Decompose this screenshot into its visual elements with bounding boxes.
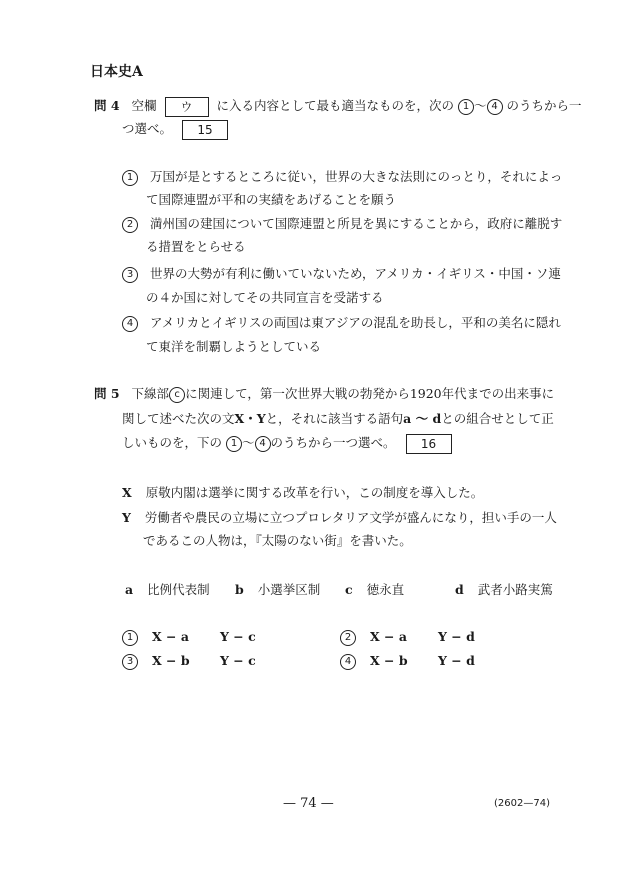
q4-text-b: に入る内容として最も適当なものを，次の [216, 98, 455, 113]
q4-text-d: つ選べ。 [122, 121, 173, 136]
subject-title: 日本史A [90, 64, 143, 80]
q4-choice-4-line2: て東洋を制覇しようとしている [146, 339, 322, 354]
q4-choice-3 [122, 264, 561, 283]
term-c-letter: c [345, 582, 353, 597]
page-code: (2602—74) [494, 798, 550, 809]
term-a-text: 比例代表制 [147, 582, 210, 597]
q4-choice-1-line2: て国際連盟が平和の実績をあげることを願う [146, 192, 397, 207]
term-c-text: 徳永直 [366, 582, 405, 597]
q5-line2-ad: a ～ d [403, 411, 442, 426]
q4-line2 [122, 119, 228, 140]
q4-line1: 問 4 空欄 ウ に入る内容として最も適当なものを，次の 1 ～ 4 のうちから一 [94, 96, 582, 117]
circle-4-icon: 4 [487, 99, 503, 115]
q5-line2-c: との組合せとして正 [441, 411, 554, 426]
option-4-y: Y − d [437, 653, 475, 668]
statement-y-label: Y [122, 510, 131, 525]
q4-text-a: 空欄 [131, 98, 157, 113]
q5-line2 [122, 409, 554, 427]
circle-1-icon: 1 [458, 99, 474, 115]
q4-choice-1-line1: 万国が是とするところに従い，世界の大きな法則にのっとり，それによっ [149, 169, 563, 184]
option-4-x: X − b [369, 653, 408, 668]
q5-line1 [94, 384, 554, 403]
underline-c-icon: c [169, 387, 185, 403]
q4-choice-4-line1: アメリカとイギリスの両国は東アジアの混乱を助長し，平和の美名に隠れ [149, 315, 561, 330]
q5-line3-a: しいものを，下の [122, 435, 223, 450]
q5-label: 問 5 [94, 386, 120, 401]
q5-term-a [125, 580, 210, 598]
q5-line2-xy: X・Y [234, 411, 266, 426]
q4-text-c: のうちから一 [506, 98, 582, 113]
q5-term-d [455, 580, 553, 598]
option-1-icon: 1 [122, 630, 138, 646]
q4-choice-2-line2: る措置をとらせる [146, 239, 246, 254]
q4-choice-4 [122, 313, 561, 332]
q5-term-c [345, 580, 404, 598]
circle-4-icon: 4 [255, 436, 271, 452]
term-b-letter: b [235, 582, 244, 597]
q5-option-3 [122, 653, 256, 670]
term-d-letter: d [455, 582, 464, 597]
q4-choice-3-line1: 世界の大勢が有利に働いていないため，アメリカ・イギリス・中国・ソ連 [149, 266, 561, 281]
q4-choice-2-line1: 満州国の建国について国際連盟と所見を異にすることから，政府に離脱す [149, 216, 563, 231]
q5-term-b [235, 580, 320, 598]
q5-line3: しいものを，下の 1 ～ 4 のうちから一つ選べ。 16 [122, 433, 452, 454]
q5-line3-b: のうちから一つ選べ。 [270, 435, 396, 450]
q5-line1-b: に関連して，第一次世界大戦の勃発から1920年代までの出来事に [185, 386, 555, 401]
statement-x-label: X [122, 485, 132, 500]
q4-choice-3-line2: の４か国に対してその共同宣言を受諾する [146, 290, 384, 305]
circle-1-icon: 1 [226, 436, 242, 452]
q4-choice-2 [122, 214, 562, 233]
q4-choice-1 [122, 167, 562, 186]
choice-2-icon: 2 [122, 217, 138, 233]
choice-4-icon: 4 [122, 316, 138, 332]
page-number: — 74 — [283, 796, 334, 811]
q5-option-4 [340, 653, 475, 670]
q5-option-1 [122, 629, 256, 646]
option-3-x: X − b [151, 653, 190, 668]
q5-statement-x [122, 483, 483, 501]
q4-blank-box: ウ [165, 97, 209, 117]
choice-3-icon: 3 [122, 267, 138, 283]
q5-line2-a: 関して述べた次の文 [122, 411, 235, 426]
statement-y-text-1: 労働者や農民の立場に立つプロレタリア文学が盛んになり，担い手の一人 [144, 510, 557, 525]
q5-line1-a: 下線部 [131, 386, 170, 401]
q4-answer-box: 15 [182, 120, 228, 140]
statement-y-text-2: であるこの人物は，『太陽のない街』を書いた。 [143, 533, 412, 548]
q4-label: 問 4 [94, 98, 120, 113]
option-1-x: X − a [151, 629, 189, 644]
q5-statement-y [122, 508, 557, 526]
option-3-y: Y − c [219, 653, 256, 668]
choice-1-icon: 1 [122, 170, 138, 186]
option-2-x: X − a [369, 629, 407, 644]
option-2-y: Y − d [437, 629, 475, 644]
option-2-icon: 2 [340, 630, 356, 646]
q5-line2-b: と，それに該当する語句 [265, 411, 404, 426]
option-4-icon: 4 [340, 654, 356, 670]
option-1-y: Y − c [219, 629, 256, 644]
term-d-text: 武者小路実篤 [477, 582, 553, 597]
term-b-text: 小選挙区制 [257, 582, 321, 597]
statement-x-text: 原敬内閣は選挙に関する改革を行い，この制度を導入した。 [145, 485, 484, 500]
q5-answer-box: 16 [406, 434, 452, 454]
term-a-letter: a [125, 582, 134, 597]
option-3-icon: 3 [122, 654, 138, 670]
q5-option-2 [340, 629, 475, 646]
